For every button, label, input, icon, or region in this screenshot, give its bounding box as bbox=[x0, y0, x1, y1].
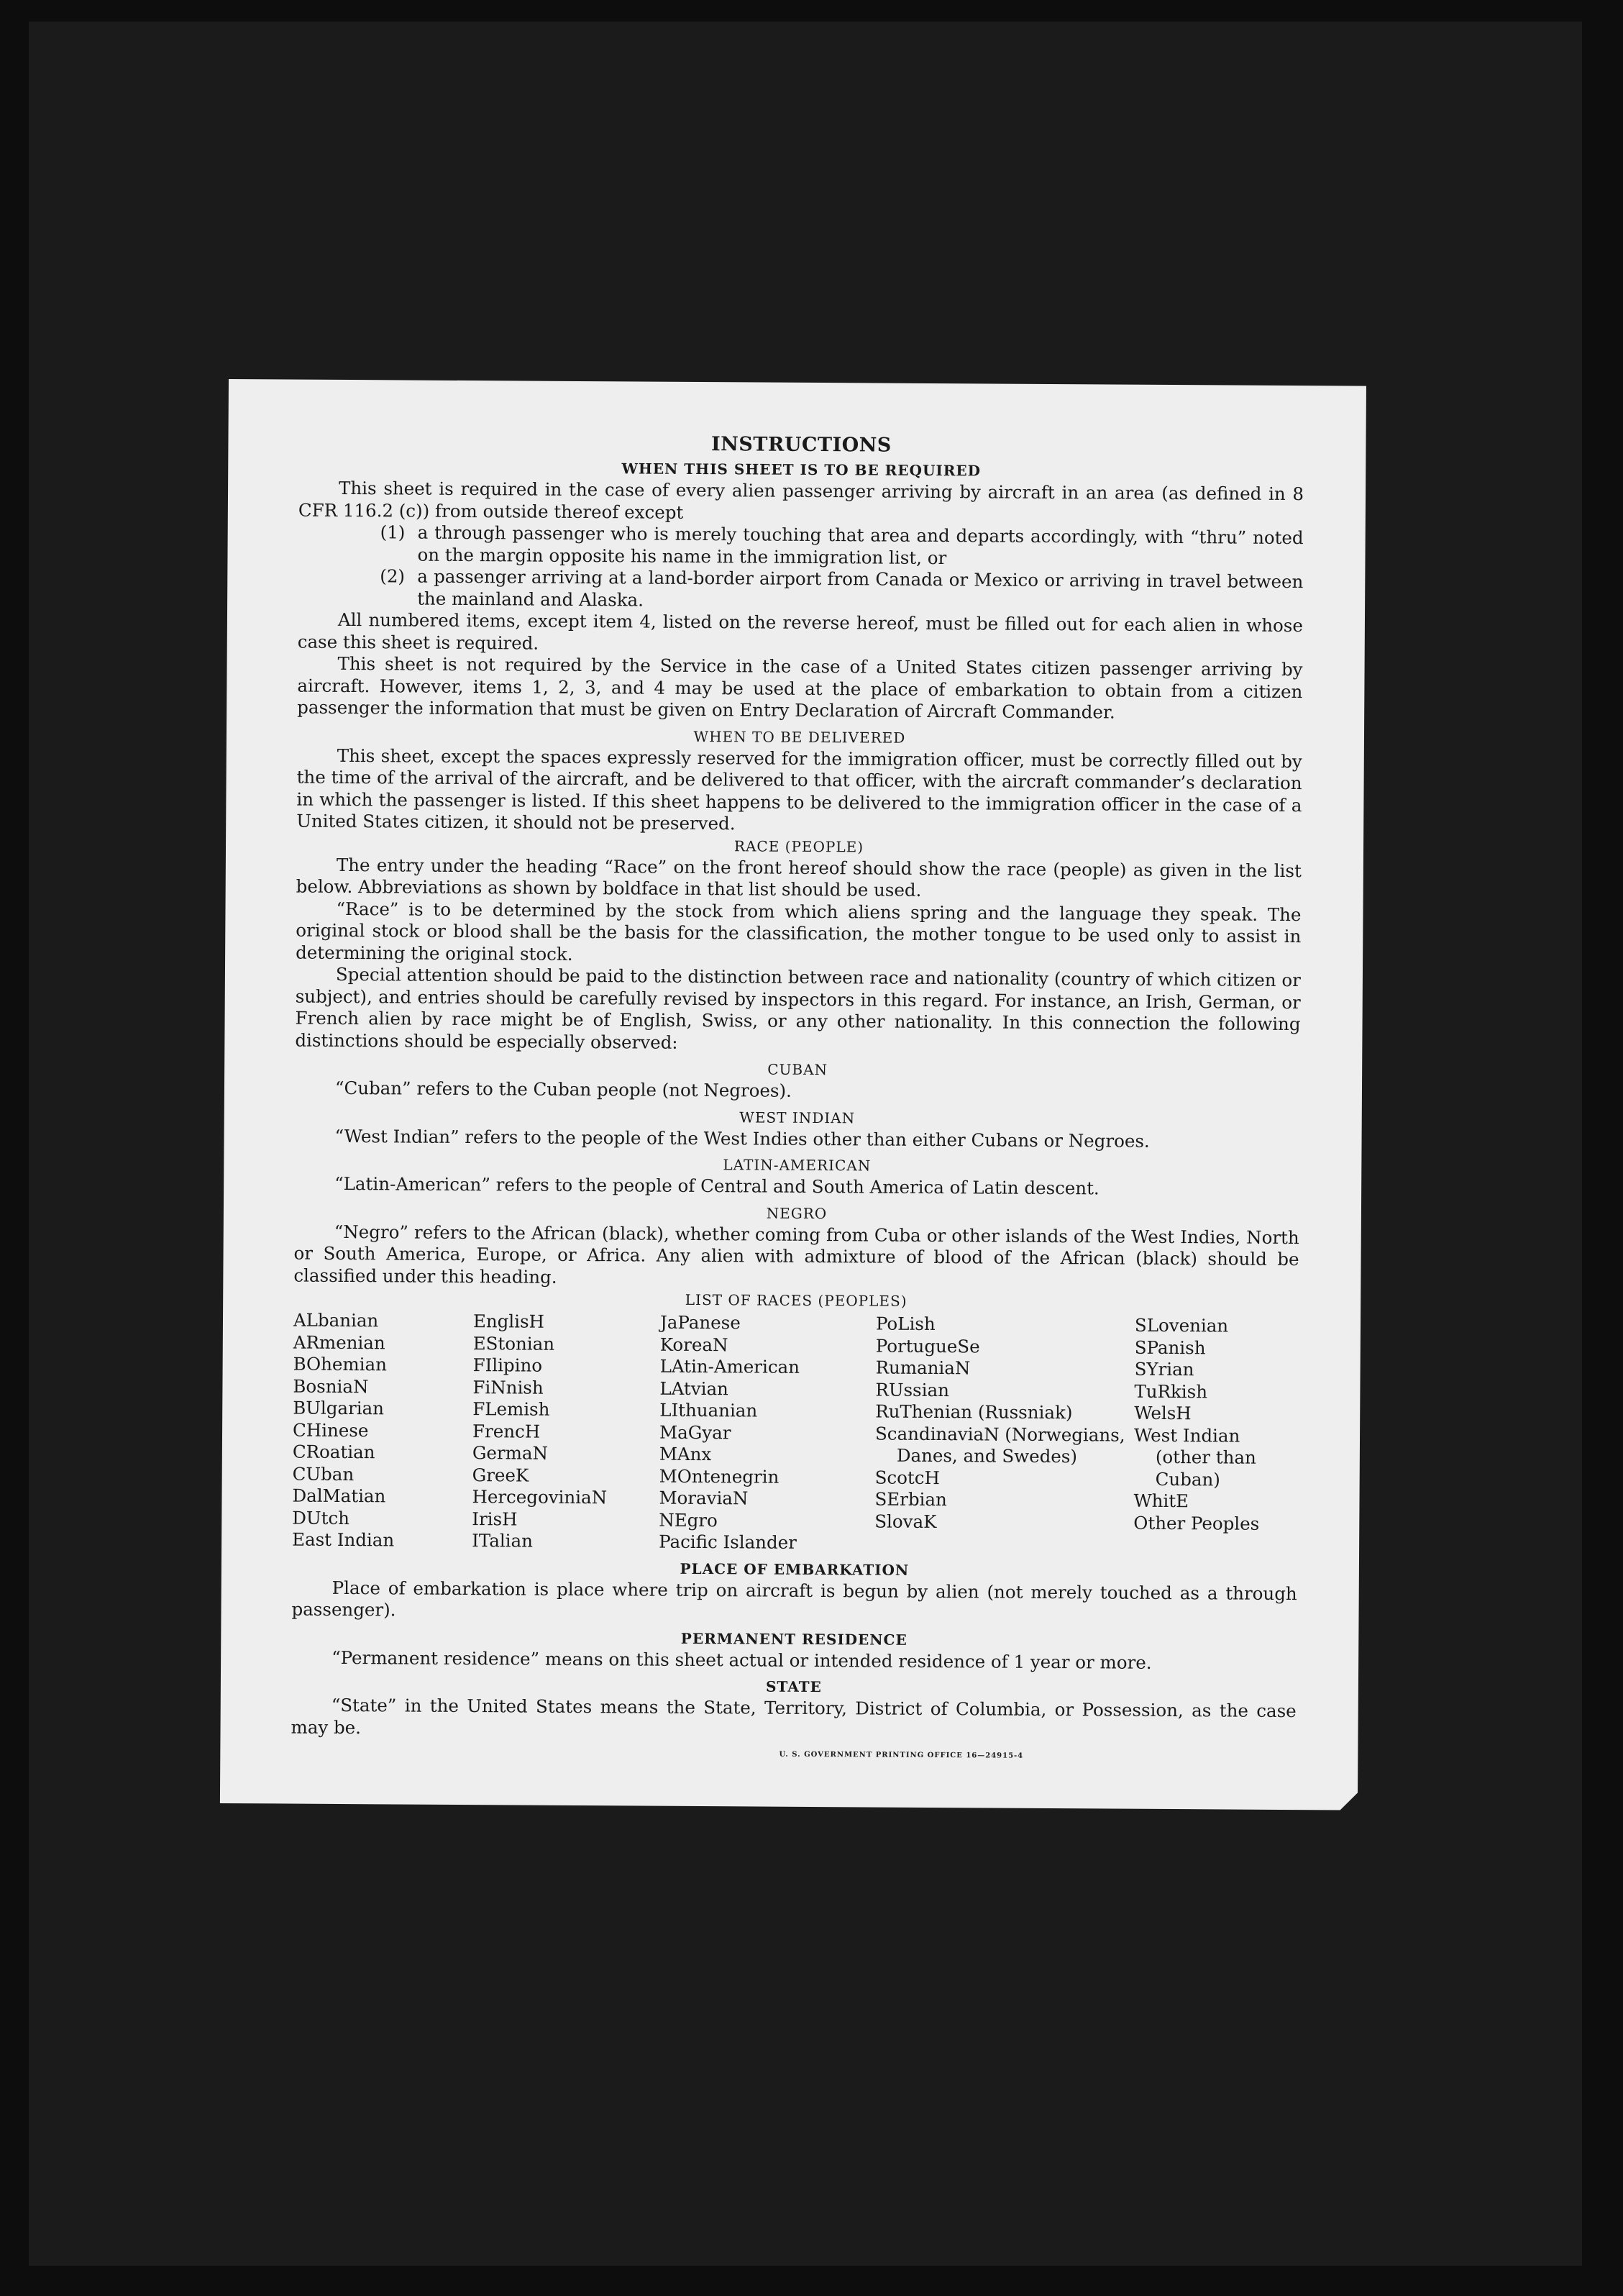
paragraph: “Permanent residence” means on this sheet actual or intended residence of 1 year or more. bbox=[332, 1646, 1152, 1673]
race-entry: FiNnish bbox=[472, 1376, 544, 1398]
race-entry: ScandinaviaN (Norwegians, Danes, and Swedes) bbox=[874, 1423, 1125, 1467]
race-entry: Pacific Islander bbox=[659, 1531, 797, 1553]
race-entry: LAtin-American bbox=[659, 1355, 800, 1377]
section-heading-required: WHEN THIS SHEET IS TO BE REQUIRED bbox=[621, 460, 982, 480]
paragraph: “Race” is to be determined by the stock from which aliens spring and the language they speak. The original stock or blood shall be the basis for the classification, the mother tongue to be used only to assist in determining the original stock. bbox=[296, 898, 1302, 965]
paragraph: All numbered items, except item 4, listed on the reverse hereof, must be filled out for each alien in whose case this sheet is required. bbox=[297, 609, 1304, 654]
paragraph: “West Indian” refers to the people of the West Indies other than either Cubans or Negroes. bbox=[334, 1125, 1150, 1152]
race-entry: FrencH bbox=[472, 1420, 541, 1442]
race-entry: RumaniaN bbox=[875, 1357, 971, 1379]
race-entry: WelsH bbox=[1134, 1402, 1192, 1424]
race-entry: MOntenegrin bbox=[659, 1465, 780, 1488]
race-entry: ITalian bbox=[472, 1530, 534, 1552]
race-entry: MAnx bbox=[659, 1443, 712, 1465]
race-entry: DUtch bbox=[292, 1507, 350, 1529]
paragraph: The entry under the heading “Race” on the front hereof should show the race (people) as given in the list below. Abbreviations as shown by boldface in that list should be used. bbox=[296, 854, 1302, 901]
races-column-2 bbox=[472, 1311, 660, 1553]
paragraph: Place of embarkation is place where trip on aircraft is begun by alien (not merely touched as a through passenger). bbox=[291, 1577, 1297, 1621]
item-number: (2) bbox=[380, 565, 406, 587]
section-heading-negro: NEGRO bbox=[766, 1204, 828, 1222]
race-entry: WhitE bbox=[1133, 1490, 1189, 1512]
race-entry: CUban bbox=[292, 1463, 355, 1485]
races-column-1 bbox=[292, 1310, 473, 1552]
paragraph: “Cuban” refers to the Cuban people (not Negroes). bbox=[334, 1077, 792, 1101]
race-entry: Other Peoples bbox=[1133, 1512, 1260, 1534]
race-entry: BUlgarian bbox=[293, 1397, 385, 1419]
race-entry: TuRkish bbox=[1134, 1380, 1208, 1402]
race-entry: ARmenian bbox=[293, 1331, 385, 1353]
paragraph: This sheet is not required by the Service in the case of a United States citizen passenger arriving by aircraft. However, items 1, 2, 3, and 4 may be used at the place of embarkation to obtain from a citizen passenger the information that must be given on Entry Declaration of Aircraft Commander. bbox=[297, 652, 1303, 723]
race-entry: SlovaK bbox=[874, 1511, 937, 1532]
race-entry: LAtvian bbox=[659, 1377, 728, 1399]
race-entry: SLovenian bbox=[1134, 1314, 1229, 1336]
race-entry: SErbian bbox=[874, 1488, 947, 1511]
section-heading-delivered: WHEN TO BE DELIVERED bbox=[693, 727, 906, 747]
races-column-4 bbox=[874, 1313, 1135, 1557]
race-entry: ScotcH bbox=[874, 1467, 940, 1488]
race-entry: SYrian bbox=[1134, 1358, 1194, 1380]
paragraph: This sheet, except the spaces expressly reserved for the immigration officer, must be correctly filled out by the time of the arrival of the aircraft, and be delivered to that officer, with the aircraft commander’s declaration in which the passenger is listed. If this sheet happens to be delivered to the immigration officer in the case of a United States citizen, it should not be preserved. bbox=[296, 744, 1302, 834]
race-entry: HercegoviniaN bbox=[472, 1486, 608, 1508]
item-text: a through passenger who is merely touching that area and departs accordingly, with “thru” noted on the margin opposite his name in the immigration list, or bbox=[417, 521, 1304, 568]
race-entry: SPanish bbox=[1134, 1336, 1206, 1358]
section-heading-latin-american: LATIN-AMERICAN bbox=[723, 1156, 872, 1175]
race-entry: CRoatian bbox=[292, 1441, 375, 1463]
section-heading-embarkation: PLACE OF EMBARKATION bbox=[680, 1559, 910, 1579]
item-text: a passenger arriving at a land-border airport from Canada or Mexico or arriving in travel between the mainland and Alaska. bbox=[417, 565, 1304, 611]
race-entry: NEgro bbox=[659, 1509, 718, 1531]
race-entry: KoreaN bbox=[659, 1334, 728, 1355]
section-heading-race: RACE (PEOPLE) bbox=[733, 837, 864, 855]
race-entry: EnglisH bbox=[472, 1311, 545, 1332]
race-entry: MoraviaN bbox=[659, 1487, 749, 1509]
race-entry: FIlipino bbox=[472, 1354, 543, 1376]
paragraph: “Negro” refers to the African (black), whether coming from Cuba or other islands of the West Indies, North or South America, Europe, or Africa. Any alien with admixture of blood of the African (black) should be classified under this heading. bbox=[293, 1221, 1299, 1288]
section-heading-state: STATE bbox=[765, 1677, 822, 1696]
race-entry: JaPanese bbox=[659, 1311, 741, 1334]
list-item bbox=[380, 521, 1303, 571]
race-entry: LIthuanian bbox=[659, 1399, 758, 1421]
races-list bbox=[292, 1310, 1299, 1557]
race-entry: GreeK bbox=[472, 1464, 529, 1486]
race-entry: FLemish bbox=[472, 1398, 550, 1420]
race-entry: GermaN bbox=[472, 1442, 549, 1464]
race-entry: BosniaN bbox=[293, 1375, 369, 1397]
page-title: INSTRUCTIONS bbox=[710, 433, 892, 457]
list-item bbox=[380, 565, 1303, 615]
printer-imprint: U. S. GOVERNMENT PRINTING OFFICE 16—24915-4 bbox=[779, 1750, 1024, 1760]
race-entry: DalMatian bbox=[292, 1485, 386, 1507]
paragraph: “State” in the United States means the State, Territory, District of Columbia, or Possession, as the case may be. bbox=[291, 1694, 1297, 1738]
race-entry: RUssian bbox=[875, 1379, 949, 1400]
paragraph: This sheet is required in the case of every alien passenger arriving by aircraft in an area (as defined in 8 CFR 116.2 (c)) from outside thereof except bbox=[298, 477, 1304, 523]
race-entry: IrisH bbox=[472, 1508, 518, 1529]
race-entry: East Indian bbox=[292, 1529, 395, 1551]
section-heading-races-list: LIST OF RACES (PEOPLES) bbox=[685, 1290, 907, 1310]
instruction-sheet bbox=[220, 379, 1366, 1810]
race-entry: PoLish bbox=[875, 1313, 936, 1335]
race-entry: BOhemian bbox=[293, 1353, 388, 1375]
item-number: (1) bbox=[380, 521, 406, 543]
race-entry: MaGyar bbox=[659, 1421, 731, 1443]
section-heading-cuban: CUBAN bbox=[767, 1060, 828, 1079]
paragraph: “Latin-American” refers to the people of Central and South America of Latin descent. bbox=[334, 1172, 1099, 1199]
races-column-3 bbox=[659, 1312, 876, 1554]
race-entry: CHinese bbox=[292, 1419, 369, 1441]
section-heading-residence: PERMANENT RESIDENCE bbox=[680, 1629, 907, 1649]
races-column-5 bbox=[1133, 1315, 1299, 1557]
race-entry: PortugueSe bbox=[875, 1335, 980, 1357]
section-heading-west-indian: WEST INDIAN bbox=[739, 1108, 856, 1126]
race-entry: West Indian (other than Cuban) bbox=[1133, 1424, 1256, 1490]
race-entry: RuThenian (Russniak) bbox=[875, 1400, 1073, 1423]
paragraph: Special attention should be paid to the distinction between race and nationality (country of which citizen or subject), and entries should be carefully revised by inspectors in this regard. For instance, an Irish, German, or French alien by race might be of English, Swiss, or any other nationality. In this connection the following distinctions should be especially observed: bbox=[295, 963, 1302, 1053]
race-entry: ALbanian bbox=[293, 1309, 379, 1331]
race-entry: EStonian bbox=[472, 1332, 555, 1354]
